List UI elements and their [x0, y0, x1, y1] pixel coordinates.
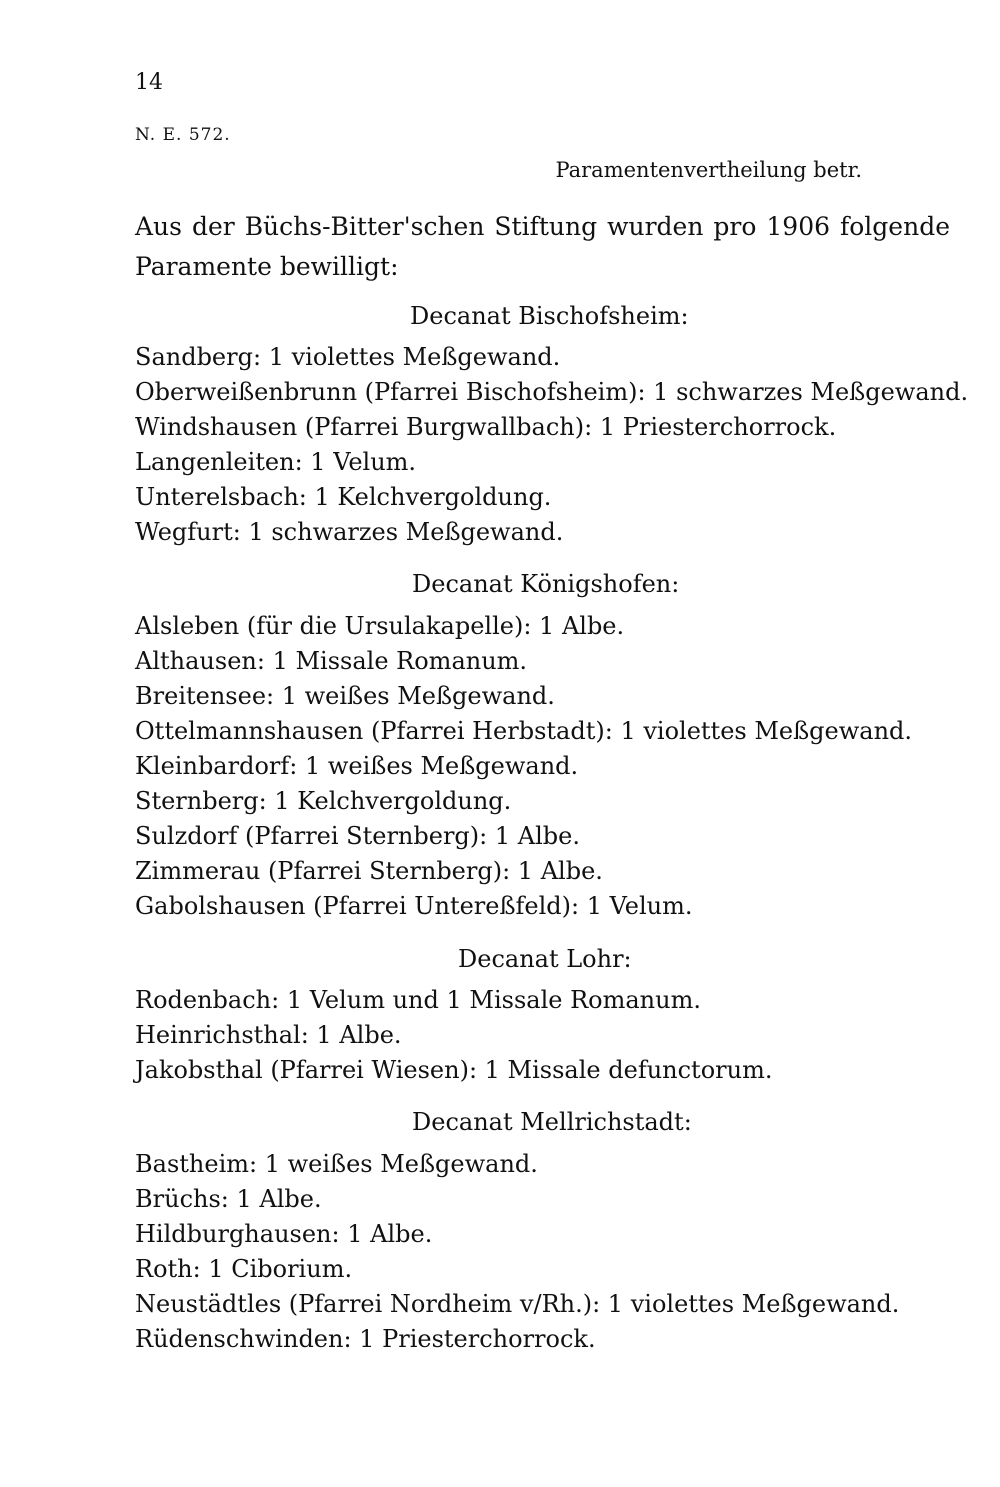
list-item: Neustädtles (Pfarrei Nordheim v/Rh.): 1 violettes Meßgewand.	[135, 1290, 900, 1318]
list-item: Hildburghausen: 1 Albe.	[135, 1220, 433, 1248]
list-item: Sternberg: 1 Kelchvergoldung.	[135, 787, 512, 815]
page-number: 14	[135, 70, 163, 95]
list-item: Sandberg: 1 violettes Meßgewand.	[135, 343, 561, 371]
list-item: Brüchs: 1 Albe.	[135, 1185, 322, 1213]
list-item: Unterelsbach: 1 Kelchvergoldung.	[135, 483, 552, 511]
list-item: Zimmerau (Pfarrei Sternberg): 1 Albe.	[135, 857, 603, 885]
section-heading-mellrichstadt: Decanat Mellrichstadt:	[412, 1108, 692, 1136]
section-heading-koenigshofen: Decanat Königshofen:	[412, 570, 680, 598]
list-item: Oberweißenbrunn (Pfarrei Bischofsheim): 1 schwarzes Meßgewand.	[135, 378, 969, 406]
list-item: Jakobsthal (Pfarrei Wiesen): 1 Missale defunctorum.	[135, 1056, 773, 1084]
list-item: Alsleben (für die Ursulakapelle): 1 Albe.	[135, 612, 625, 640]
list-item: Rodenbach: 1 Velum und 1 Missale Romanum.	[135, 986, 701, 1014]
list-item: Roth: 1 Ciborium.	[135, 1255, 353, 1283]
list-item: Windshausen (Pfarrei Burgwallbach): 1 Priesterchorrock.	[135, 413, 837, 441]
list-item: Kleinbardorf: 1 weißes Meßgewand.	[135, 752, 579, 780]
intro-line-1: Aus der Büchs-Bitter'schen Stiftung wurden pro 1906 folgende	[135, 212, 950, 241]
subject-line: Paramentenvertheilung betr.	[555, 158, 862, 182]
list-item: Gabolshausen (Pfarrei Untereßfeld): 1 Velum.	[135, 892, 693, 920]
reference-number: N. E. 572.	[135, 125, 231, 145]
list-item: Rüdenschwinden: 1 Priesterchorrock.	[135, 1325, 596, 1353]
list-item: Wegfurt: 1 schwarzes Meßgewand.	[135, 518, 564, 546]
list-item: Althausen: 1 Missale Romanum.	[135, 647, 528, 675]
section-heading-lohr: Decanat Lohr:	[458, 945, 632, 973]
intro-line-2: Paramente bewilligt:	[135, 252, 399, 281]
list-item: Sulzdorf (Pfarrei Sternberg): 1 Albe.	[135, 822, 580, 850]
section-heading-bischofsheim: Decanat Bischofsheim:	[410, 302, 689, 330]
list-item: Langenleiten: 1 Velum.	[135, 448, 417, 476]
list-item: Breitensee: 1 weißes Meßgewand.	[135, 682, 555, 710]
list-item: Ottelmannshausen (Pfarrei Herbstadt): 1 violettes Meßgewand.	[135, 717, 913, 745]
list-item: Bastheim: 1 weißes Meßgewand.	[135, 1150, 538, 1178]
list-item: Heinrichsthal: 1 Albe.	[135, 1021, 402, 1049]
